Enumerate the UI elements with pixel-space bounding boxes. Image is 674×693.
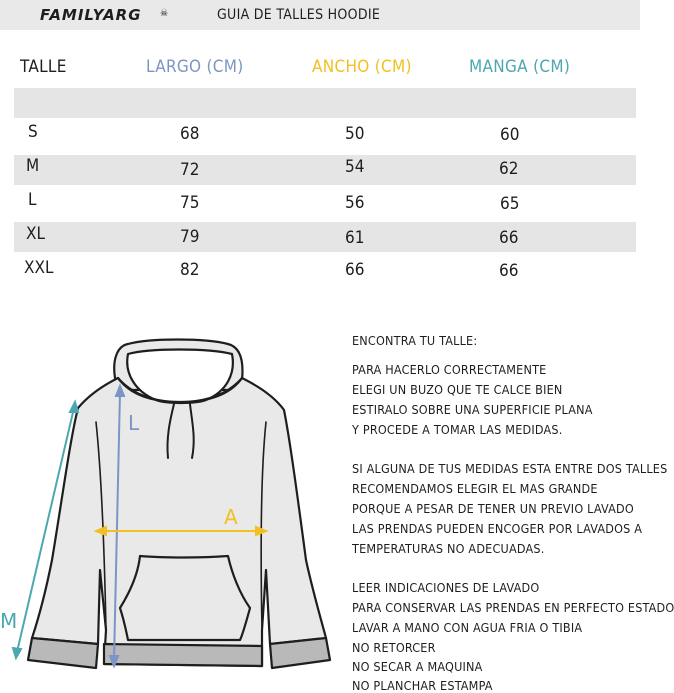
hoodie-illustration [28,340,330,669]
instructions-heading: ENCONTRA TU TALLE: [352,333,478,348]
column-header-ancho: ANCHO (CM) [312,57,412,77]
instruction-line: PARA CONSERVAR LAS PRENDAS EN PERFECTO ESTADO [352,600,674,615]
cell-ancho: 66 [345,260,365,280]
cell-largo: 72 [180,160,200,180]
instruction-line: LAVAR A MANO CON AGUA FRIA O TIBIA [352,620,583,635]
cell-talle: XXL [24,258,54,278]
cell-manga: 60 [500,125,520,145]
cell-largo: 82 [180,260,200,280]
column-header-largo: LARGO (CM) [146,57,244,77]
instruction-line: ESTIRALO SOBRE UNA SUPERFICIE PLANA [352,402,593,417]
cell-talle: M [26,156,40,176]
left-cuff [28,638,98,668]
cell-manga: 65 [500,194,520,214]
instruction-line: LEER INDICACIONES DE LAVADO [352,580,540,595]
cell-largo: 79 [180,227,200,247]
instruction-line: PORQUE A PESAR DE TENER UN PREVIO LAVADO [352,501,634,516]
instruction-line: NO RETORCER [352,640,436,655]
hoodie-diagram [0,330,340,693]
skull-icon: ☠ [160,8,169,19]
cell-ancho: 61 [345,228,365,248]
instruction-line: SI ALGUNA DE TUS MEDIDAS ESTA ENTRE DOS TALLES [352,461,668,476]
table-band-top [14,88,636,118]
cell-largo: 68 [180,124,200,144]
label-m: M [0,609,18,633]
kangaroo-pocket [120,556,250,640]
cell-largo: 75 [180,193,200,213]
cell-ancho: 56 [345,193,365,213]
instruction-line: PARA HACERLO CORRECTAMENTE [352,362,547,377]
label-l: L [128,411,140,435]
instruction-line: NO SECAR A MAQUINA [352,659,483,674]
page-title: GUIA DE TALLES HOODIE [217,7,381,23]
waistband [104,644,262,666]
instruction-line: LAS PRENDAS PUEDEN ENCOGER POR LAVADOS A [352,521,643,536]
label-a: A [224,505,238,529]
instruction-line: Y PROCEDE A TOMAR LAS MEDIDAS. [352,422,563,437]
table-band-row [14,222,636,252]
brand-logo: FAMILYARG [40,6,142,24]
cell-ancho: 50 [345,124,365,144]
right-cuff [270,638,330,668]
cell-manga: 66 [499,261,519,281]
cell-talle: S [28,122,38,142]
cell-manga: 66 [499,228,519,248]
instruction-line: RECOMENDAMOS ELEGIR EL MAS GRANDE [352,481,598,496]
cell-talle: L [28,190,37,210]
column-header-manga: MANGA (CM) [469,57,571,77]
column-header-talle: TALLE [20,57,67,77]
cell-ancho: 54 [345,157,365,177]
instruction-line: TEMPERATURAS NO ADECUADAS. [352,541,545,556]
table-band-row [14,155,636,185]
instruction-line: ELEGI UN BUZO QUE TE CALCE BIEN [352,382,563,397]
instruction-line: NO PLANCHAR ESTAMPA [352,678,493,693]
cell-manga: 62 [499,159,519,179]
cell-talle: XL [26,224,45,244]
